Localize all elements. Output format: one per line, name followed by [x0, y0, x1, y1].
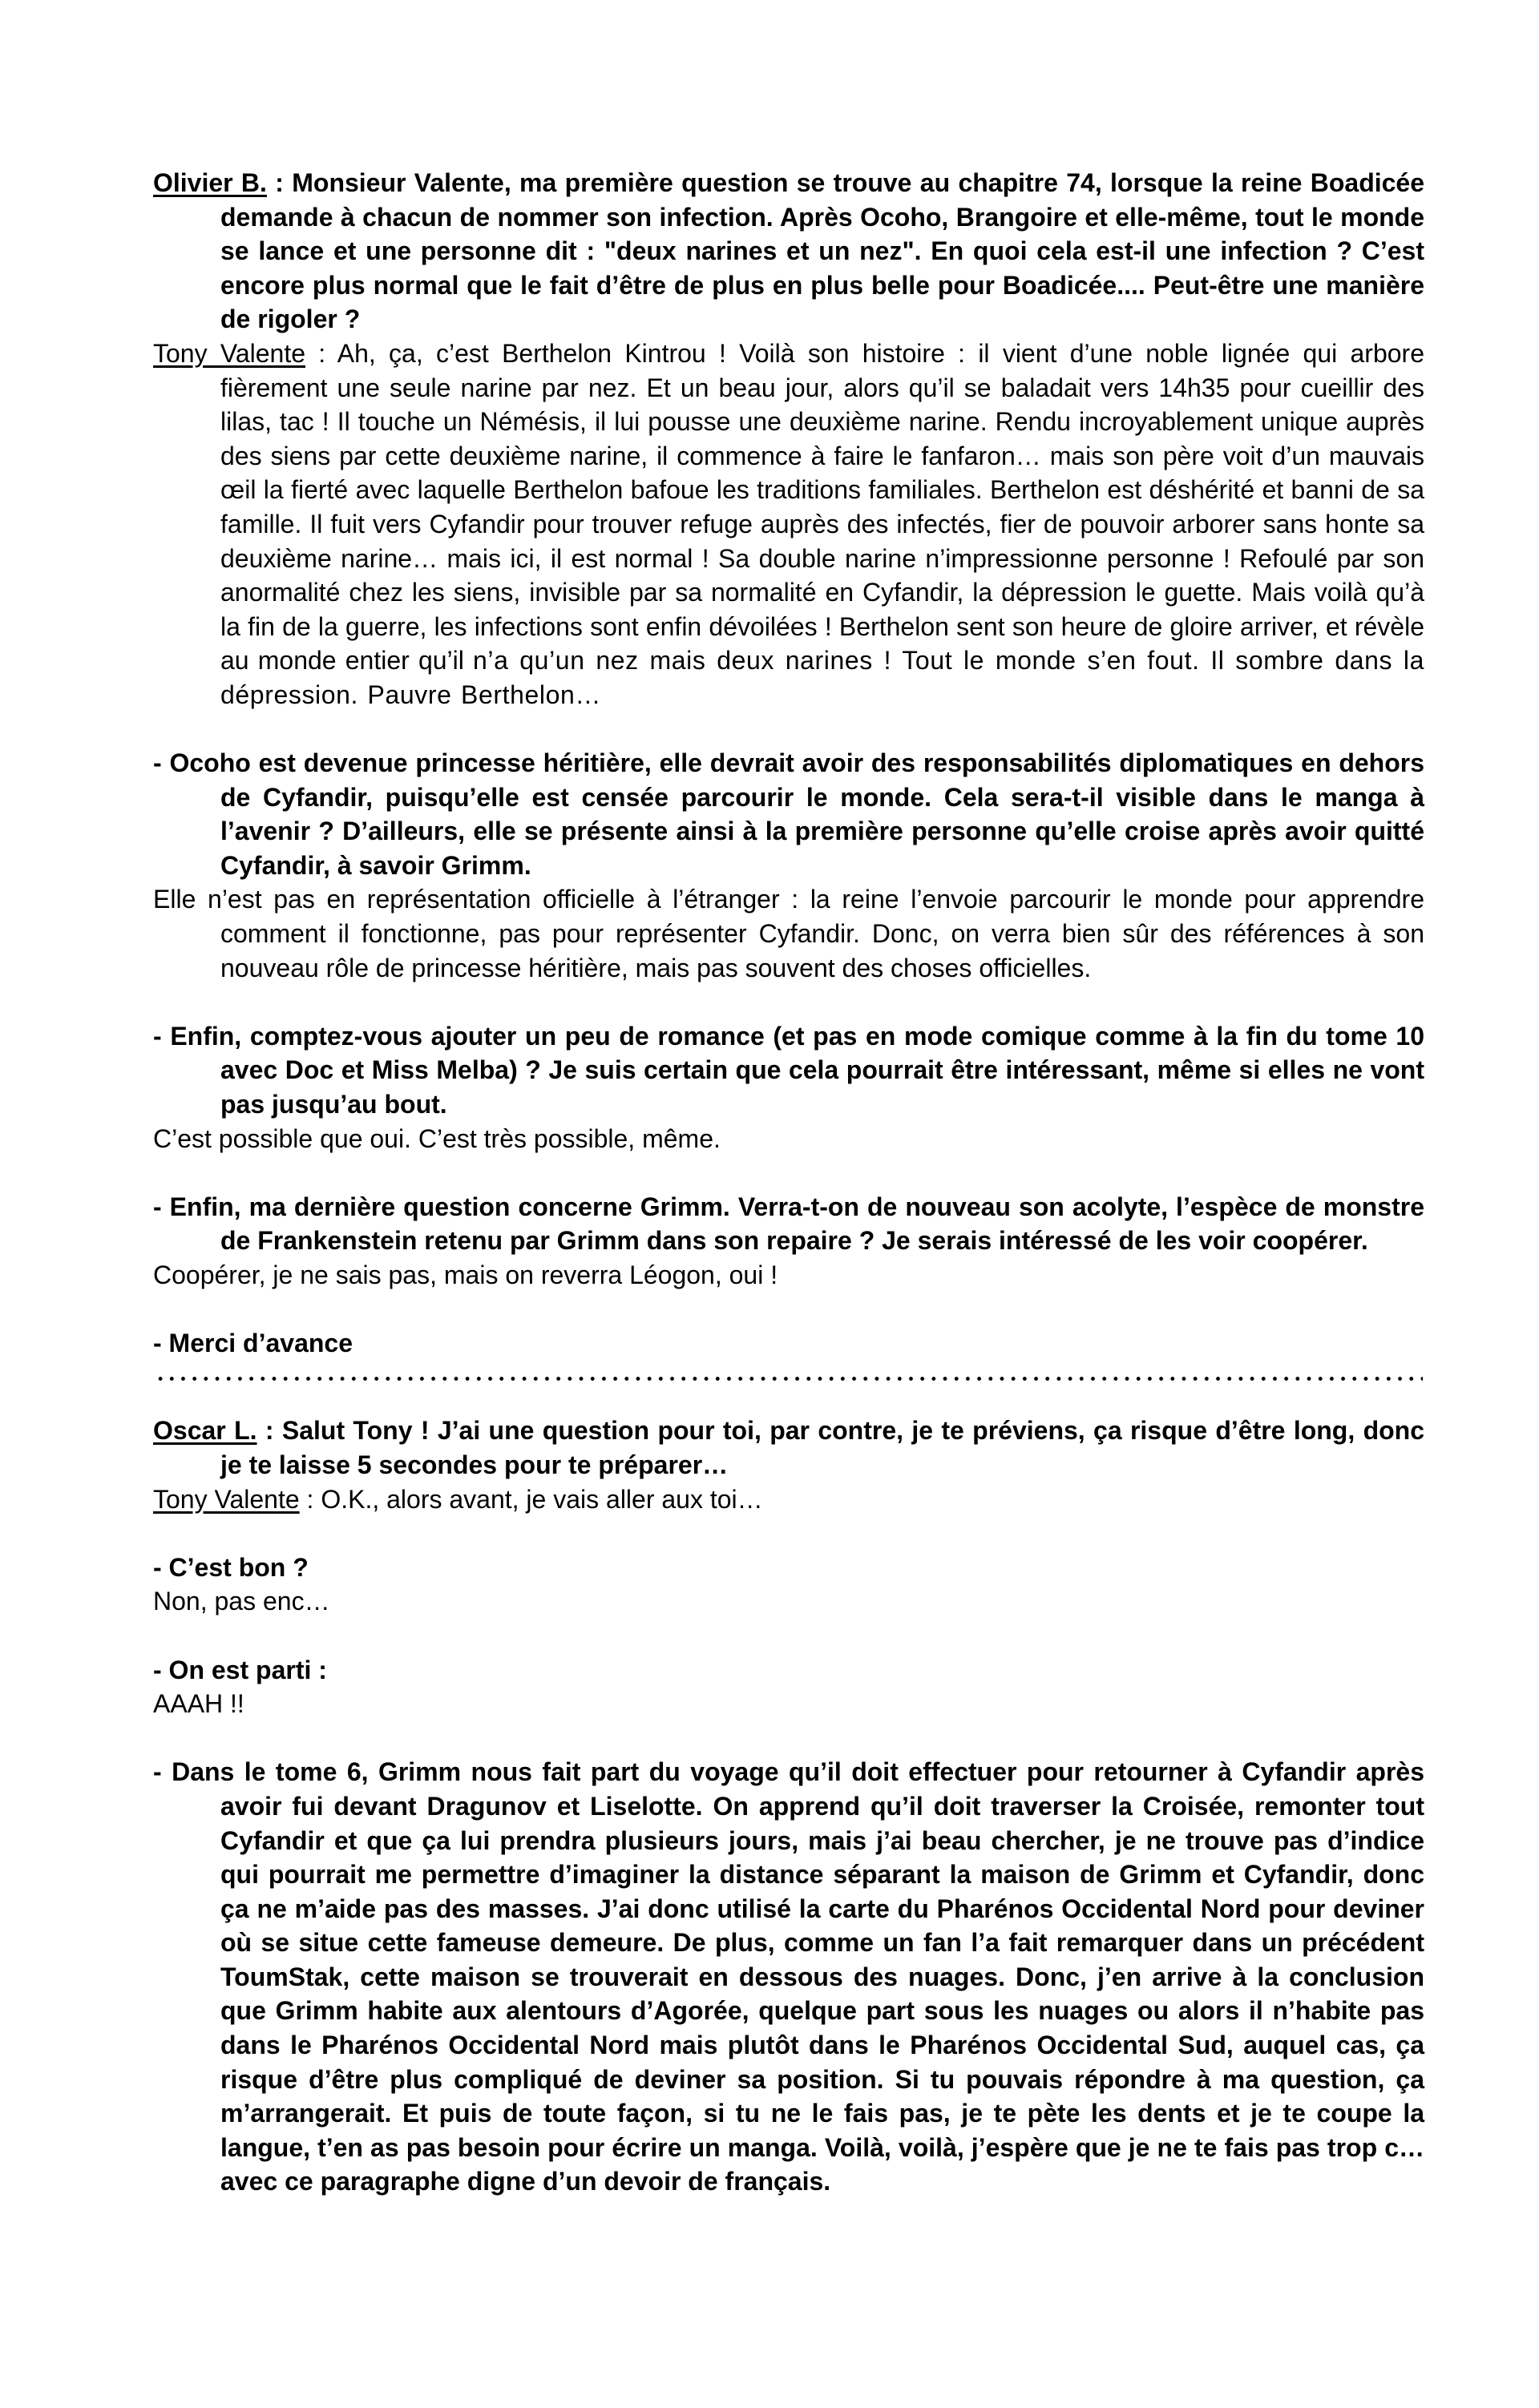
answer-text: Ah, ça, c’est Berthelon Kintrou ! Voilà son histoire : il vient d’une noble lignée qui arbore fièrement une seule narine par nez. Et un beau jour, alors qu’il se baladait vers 14h35 pour cueillir des lilas, tac ! Il touche un Némésis, il lui pousse une deuxième narine. Rendu incroyablement unique auprès des siens par cette deuxième narine, il commence à faire le fanfaron… mais son père voit d’un mauvais œil la fierté avec laquelle Berthelon bafoue les traditions familiales. Berthelon est déshérité et banni de sa famille. Il fuit vers Cyfandir pour trouver refuge auprès des infectés, fier de pouvoir arborer sans honte sa deuxième narine… mais ici, il est normal ! Sa double narine n’impressionne personne ! Refoulé par son anormalité chez les siens, invisible par sa normalité en Cyfandir, la dépression le guette. Mais voilà qu’à la fin de la guerre, les infections sont enfin dévoilées ! Berthelon sent son heure de gloire arriver, et révèle au monde entier qu’il	[220, 338, 1425, 676]
answer-text-tail: n’a qu’un nez mais deux narines ! Tout le monde s’en fout. Il sombre dans la dépression. Pauvre Berthelon…	[220, 646, 1424, 709]
answer-text: O.K., alors avant, je vais aller aux toi…	[321, 1484, 763, 1514]
question-oscar-4: - Dans le tome 6, Grimm nous fait part du voyage qu’il doit effectuer pour retourner à Cyfandir après avoir fui devant Dragunov et Liselotte. On apprend qu’il doit traverser la Croisée, remonter tout Cyfandir et que ça lui prendra plusieurs jours, mais j’ai beau chercher, je ne trouve pas d’indice qui pourrait me permettre d’imaginer la distance séparant la maison de Grimm et Cyfandir, donc ça ne m’aide pas des masses. J’ai donc utilisé la carte du Pharénos Occidental Nord pour deviner où se situe cette fameuse demeure. De plus, comme un fan l’a fait remarquer dans un précédent ToumStak, cette maison se trouverait en dessous des nuages. Donc, j’en arrive à la conclusion que Grimm habite aux alentours d’Agorée, quelque part sous les nuages ou alors il n’habite pas dans le Pharénos Occidental Nord mais plutôt dans le Pharénos Occidental Sud, auquel cas, ça risque d’être plus compliqué de deviner sa position. Si tu pouvais répondre à ma question, ça m’arrangerait. Et puis de toute façon, si tu ne le fais pas, je te pète les dents et je te coupe la langue, t’en as pas besoin pour écrire un manga. Voilà, voilà, j’espère que je ne te fais pas trop c… avec ce paragraphe digne d’un devoir de français.	[153, 1757, 1424, 2196]
paragraph-gap	[153, 1156, 1424, 1190]
dotted-separator	[153, 1361, 1424, 1395]
question-oscar-3: - On est parti :	[153, 1655, 327, 1684]
speaker-separator: :	[299, 1484, 321, 1514]
paragraph-gap	[153, 1394, 1424, 1414]
speaker-name-olivier: Olivier B.	[153, 168, 267, 197]
paragraph-gap	[153, 1516, 1424, 1551]
answer-tony-1	[153, 337, 1424, 712]
speaker-separator: :	[266, 168, 293, 197]
answer-tony-4: Coopérer, je ne sais pas, mais on reverra Léogon, oui !	[153, 1260, 778, 1289]
paragraph-gap	[153, 1293, 1424, 1327]
answer-tony-2: Elle n’est pas en représentation officielle à l’étranger : la reine l’envoie parcourir le monde pour apprendre comment il fonctionne, pas pour représenter Cyfandir. Donc, on verra bien sûr des références à son nouveau rôle de princesse héritière, mais pas souvent des choses officielles.	[153, 885, 1424, 982]
speaker-separator: :	[305, 338, 337, 368]
paragraph-gap	[153, 712, 1424, 747]
question-olivier-4: - Enfin, ma dernière question concerne Grimm. Verra-t-on de nouveau son acolyte, l’espèce de monstre de Frankenstein retenu par Grimm dans son repaire ? Je serais intéressé de les voir coopérer.	[153, 1192, 1424, 1256]
question-olivier-2: - Ocoho est devenue princesse héritière, elle devrait avoir des responsabilités diplomatiques en dehors de Cyfandir, puisqu’elle est censée parcourir le monde. Cela sera-t-il visible dans le manga à l’avenir ? D’ailleurs, elle se présente ainsi à la première personne qu’elle croise après avoir quitté Cyfandir, à savoir Grimm.	[153, 748, 1424, 880]
answer-tony-3: C’est possible que oui. C’est très possible, même.	[153, 1123, 721, 1153]
answer-tony-5	[153, 1482, 1424, 1517]
answer-tony-7: AAAH !!	[153, 1689, 244, 1719]
question-text: Salut Tony ! J’ai une question pour toi, par contre, je te préviens, ça risque d’être long, donc je te laisse 5 secondes pour te préparer…	[220, 1416, 1425, 1479]
question-text: Monsieur Valente, ma première question se trouve au chapitre 74, lorsque la reine Boadicée demande à chacun de nommer son infection. Après Ocoho, Brangoire et elle-même, tout le monde se lance et une personne dit : "deux narines et un nez". En quoi cela est-il une infection ? C’est encore plus normal que le fait d’être de plus en plus belle pour Boadicée.... Peut-être une manière de rigoler ?	[220, 168, 1425, 334]
speaker-name-oscar: Oscar L.	[153, 1416, 257, 1446]
question-oscar-2: - C’est bon ?	[153, 1552, 309, 1582]
speaker-name-tony: Tony Valente	[153, 338, 306, 368]
question-olivier-1	[153, 166, 1424, 337]
answer-tony-6: Non, pas enc…	[153, 1587, 330, 1616]
paragraph-gap	[153, 985, 1424, 1019]
paragraph-gap	[153, 1721, 1424, 1756]
paragraph-gap	[153, 1619, 1424, 1653]
document-page	[153, 166, 1424, 2199]
speaker-name-tony: Tony Valente	[153, 1484, 300, 1514]
question-olivier-3: - Enfin, comptez-vous ajouter un peu de romance (et pas en mode comique comme à la fin du tome 10 avec Doc et Miss Melba) ? Je suis certain que cela pourrait être intéressant, même si elles ne vont pas jusqu’au bout.	[153, 1021, 1424, 1119]
closing-thanks: - Merci d’avance	[153, 1329, 353, 1358]
question-oscar-1	[153, 1414, 1424, 1482]
speaker-separator: :	[256, 1416, 282, 1446]
